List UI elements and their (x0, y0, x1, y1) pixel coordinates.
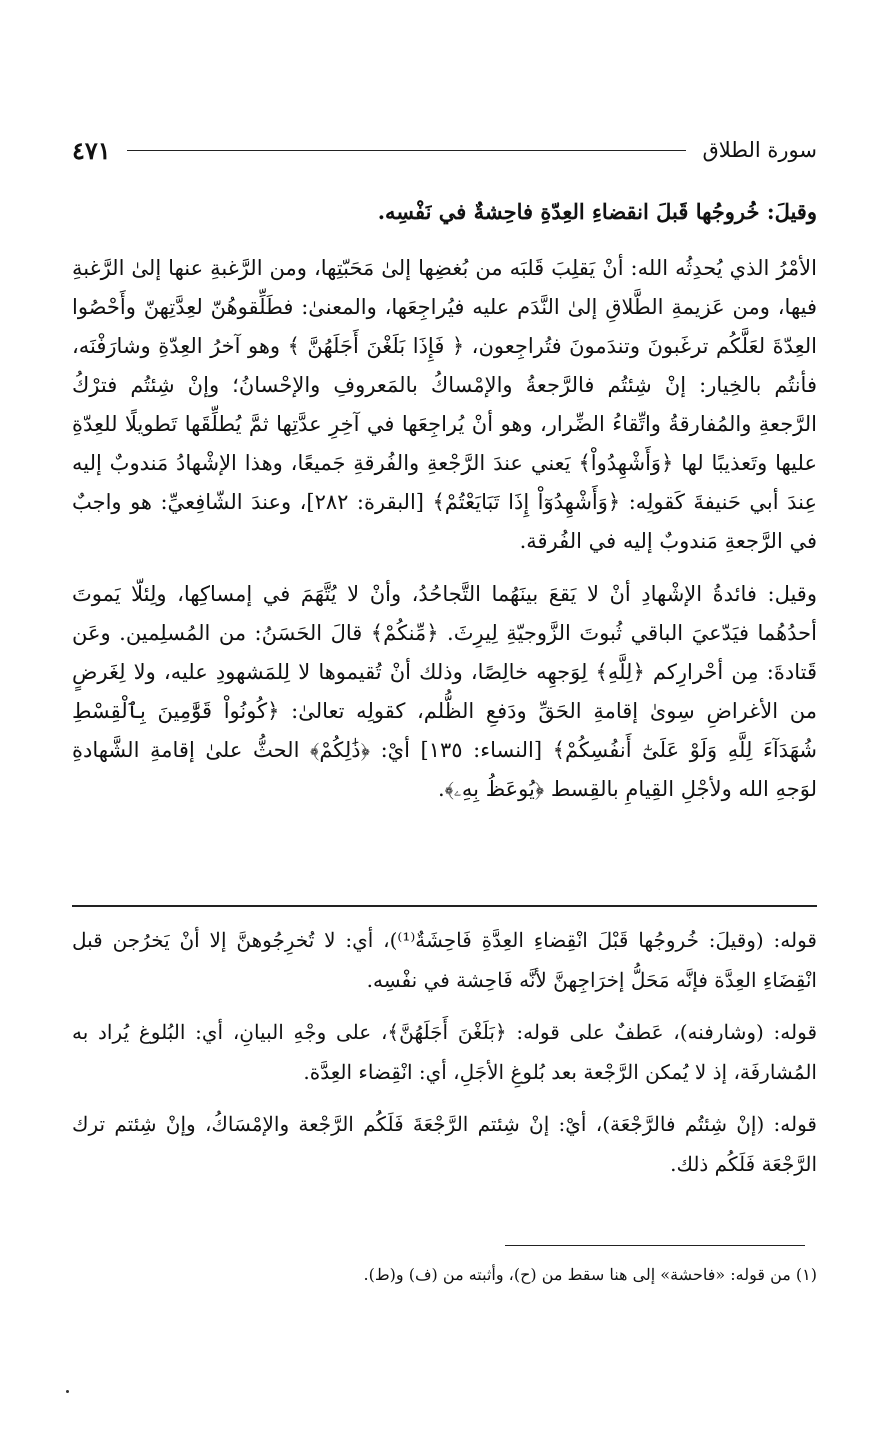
page-speck (66, 1390, 69, 1393)
main-paragraph-3: وقيل: فائدةُ الإشْهادِ أنْ لا يَقعَ بينَهُما التَّجاحُدُ، وأنْ لا يُتَّهَمَ في إمساكِها، ولِئلّا يَموتَ أحدُهُما فيَدّعيَ الباقي ثُبوتَ الزَّوجيّةِ لِيرِثَ. ﴿مِّنكُمْ﴾ قالَ الحَسَنُ: من المُسلِمين. وعَن قَتادةَ: مِن أحْرارِكم ﴿لِلَّهِ﴾ لِوَجهِه خالِصًا، وذلك أنْ تُقيموها لا لِلمَشهودِ عليه، ولا لِغَرضٍ من الأغراضِ سِوىٰ إقامةِ الحَقِّ ودَفعِ الظُّلم، كقولِه تعالىٰ: ﴿كُونُواْ قَوَّٰمِينَ بِٱلْقِسْطِ شُهَدَآءَ لِلَّهِ وَلَوْ عَلَىٰٓ أَنفُسِكُمْ﴾ [النساء: ١٣٥] أيْ: ﴿ذَٰلِكُمْ﴾ الحثُّ علىٰ إقامةِ الشَّهادةِ لوَجهِ الله ولأجْلِ القِيامِ بالقِسط ﴿يُوعَظُ بِهِۦ﴾. (72, 582, 817, 801)
main-paragraph-1: وقيلَ: خُروجُها قَبلَ انقضاءِ العِدّةِ فاحِشةٌ في نَفْسِه. (377, 199, 817, 224)
section-separator (72, 905, 817, 907)
commentary-paragraph-3: قوله: (إنْ شِئتُم فالرَّجْعَة)، أيْ: إنْ شِئتم الرَّجْعَةَ فَلَكُم الرَّجْعة والإمْسَاكُ، وإنْ شِئتم ترك الرَّجْعَة فَلَكُم ذلك. (72, 1112, 817, 1176)
main-paragraph-2: الأمْرُ الذي يُحدِثُه الله: أنْ يَقلِبَ قَلبَه من بُغضِها إلىٰ مَحَبّتِها، ومن الرَّغبةِ عنها إلىٰ الرَّغبةِ فيها، ومن عَزيمةِ الطَّلاقِ إلىٰ النَّدَم عليه فيُراجِعَها، والمعنىٰ: فطَلِّقوهُنّ لعِدَّتِهنّ وأَحْصُوا العِدّةَ لعَلَّكُم ترغَبونَ وتندَمونَ فتُراجِعون، ﴿ فَإِذَا بَلَغْنَ أَجَلَهُنَّ ﴾ وهو آخرُ العِدّةِ وشارَفْنَه، فأنتُم بالخِيار: إنْ شِئتُم فالرَّجعةُ والإمْساكُ بالمَعروفِ والإحْسانُ؛ وإنْ شِئتُم فترْكُ الرَّجعةِ والمُفارقةُ واتِّقاءُ الضِّرار، وهو أنْ يُراجِعَها في آخِرِ عدَّتِها ثمَّ يُطلِّقَها تَطويلًا للعِدّةِ عليها وتَعذيبًا لها ﴿وَأَشْهِدُواْ﴾ يَعني عندَ الرَّجْعةِ والفُرقةِ جَميعًا، وهذا الإشْهادُ مَندوبٌ إليه عِندَ أبي حَنيفةَ كَقولِه: ﴿وَأَشْهِدُوٓاْ إِذَا تَبَايَعْتُمْ﴾ [البقرة: ٢٨٢]، وعندَ الشّافِعيِّ: هو واجبٌ في الرَّجعةِ مَندوبٌ إليه في الفُرقة. (72, 256, 817, 553)
page-number: ٤٧١ (72, 135, 111, 165)
footnote: (١) من قوله: «فاحشة» إلى هنا سقط من (ح)، وأثبته من (ف) و(ط). (363, 1265, 817, 1284)
sura-title: سورة الطلاق (702, 138, 817, 162)
footnote-rule (505, 1245, 805, 1246)
header-rule (127, 150, 687, 151)
commentary-section (72, 920, 817, 1196)
running-header (72, 130, 817, 170)
commentary-paragraph-2: قوله: (وشارفنه)، عَطفٌ على قوله: ﴿بَلَغْنَ أَجَلَهُنَّ﴾، على وجْهِ البيانِ، أي: البُلوغ يُراد به المُشارفَة، إذ لا يُمكن الرَّجْعة بعد بُلوغِ الأجَلِ، أي: انْقِضاء العِدَّة. (72, 1020, 817, 1084)
commentary-paragraph-1: قوله: (وقيلَ: خُروجُها قَبْلَ انْقِضاءِ العِدَّةِ فَاحِشَةٌ⁽¹⁾)، أي: لا تُخرِجُوهنَّ إلا أنْ يَخرُجن قبل انْقِضَاءِ العِدَّة فإنَّه مَحَلُّ إخرَاجِهنَّ لأنَّه فَاحِشة في نفْسِه. (72, 928, 817, 992)
main-text (72, 192, 817, 823)
